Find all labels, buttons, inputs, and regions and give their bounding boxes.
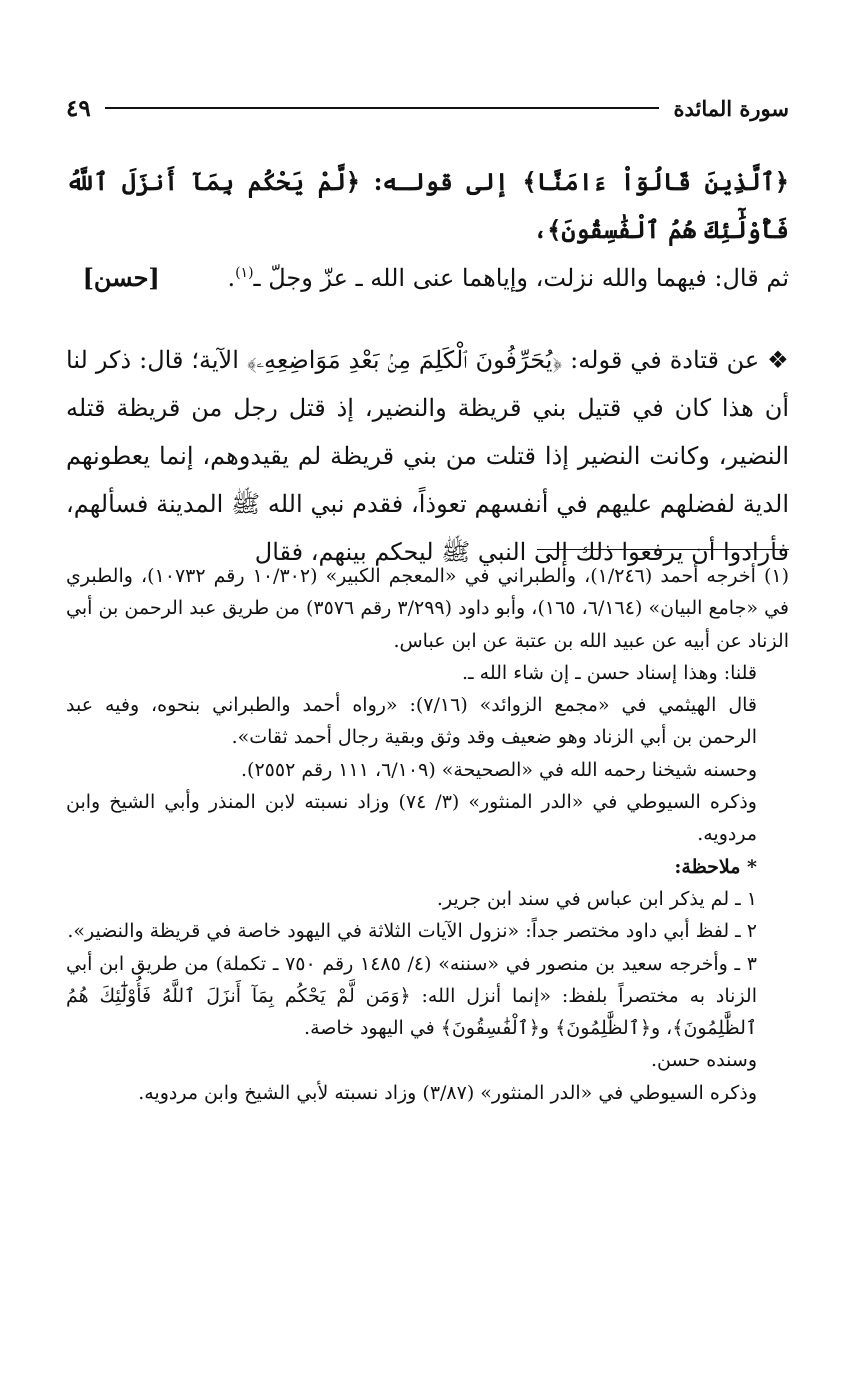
header-rule bbox=[105, 107, 660, 109]
hadith-grade: [حسن] bbox=[82, 263, 160, 292]
paragraph-1-line-1: ﴿ٱلَّذِينَ قَالُوٓاْ ءَامَنَّا﴾ إلى قولـه: ﴿لَّمْ يَحْكُم بِمَآ أَنزَلَ ٱللَّهُ فَأُوْلَٰٓئِكَ هُمُ ٱلْفَٰسِقُونَ﴾، bbox=[66, 167, 789, 244]
footnote-note: قلنا: وهذا إسناد حسن ـ إن شاء الله ـ. bbox=[462, 661, 757, 684]
running-header bbox=[66, 88, 789, 128]
page-number: ٤٩ bbox=[66, 94, 91, 122]
footnote-note: وسنده حسن. bbox=[651, 1049, 757, 1072]
footnote-remark-heading: * ملاحظة: bbox=[674, 855, 757, 878]
paragraph-1: ﴿ٱلَّذِينَ قَالُوٓاْ ءَامَنَّا﴾ إلى قولـه: ﴿لَّمْ يَحْكُم بِمَآ أَنزَلَ ٱللَّهُ فَأُوْلَٰٓئِكَ هُمُ ٱلْفَٰسِقُونَ﴾، ثم قال: فيهما والله نزلت، وإياهما عنى الله ـ عزّ وجلّ ـ$^{(١)}$. [حسن] bbox=[66, 167, 789, 292]
footnote-remark-item: ٣ ـ وأخرجه سعيد بن منصور في «سننه» (٤/ ١٤٨٥ رقم ٧٥٠ ـ تكملة) من طريق ابن أبي الزناد به مختصراً بلفظ: «إنما أنزل الله: ﴿وَمَن لَّمْ يَحْكُم بِمَآ أَنزَلَ ٱللَّهُ فَأُوْلَٰٓئِكَ هُمُ ٱلظَّٰلِمُونَ﴾، و﴿ٱلظَّٰلِمُونَ﴾ و﴿ٱلْفَٰسِقُونَ﴾ في اليهود خاصة. bbox=[66, 952, 757, 1040]
footnote-reference[interactable]: (١) bbox=[235, 265, 254, 281]
footnote-note: قال الهيثمي في «مجمع الزوائد» (٧/١٦): «رواه أحمد والطبراني بنحوه، وفيه عبد الرحمن بن أبي الزناد وهو ضعيف وقد وثق وبقية رجال أحمد ثقات». bbox=[66, 694, 757, 749]
footnote-remark-item: ٢ ـ لفظ أبي داود مختصر جداً: «نزول الآيات الثلاثة في اليهود خاصة في قريظة والنضير». bbox=[67, 920, 757, 943]
paragraph-2-text: عن قتادة في قوله: ﴿يُحَرِّفُونَ ٱلْكَلِمَ مِنۢ بَعْدِ مَوَاضِعِهِۦ﴾ الآية؛ قال: ذكر لنا أن هذا كان في قتيل بني قريظة والنضير، إذ قتل رجل من قريظة قتله النضير، وكانت النضير إذا قتلت من بني قريظة لم يقيدوهم، إنما يعطونهم الدية لفضلهم عليهم في أنفسهم تعوذاً، فقدم نبي الله ﷺ المدينة فسألهم، فأرادوا أن يرفعوا ذلك إلى النبي ﷺ ليحكم بينهم، فقال bbox=[66, 346, 790, 566]
footnote-separator bbox=[537, 549, 789, 550]
footnote-note: وذكره السيوطي في «الدر المنثور» (٣/٨٧) وزاد نسبته لأبي الشيخ وابن مردويه. bbox=[138, 1081, 757, 1104]
footnote-remark-item: ١ ـ لم يذكر ابن عباس في سند ابن جرير. bbox=[436, 887, 757, 910]
paragraph-1-line-2: ثم قال: فيهما والله نزلت، وإياهما عنى الله ـ عزّ وجلّ ـ bbox=[253, 264, 789, 292]
main-text bbox=[66, 158, 789, 576]
paragraph-2 bbox=[66, 336, 789, 576]
footnotes bbox=[66, 560, 789, 1109]
footnote-note: وذكره السيوطي في «الدر المنثور» (٣/ ٧٤) وزاد نسبته لابن المنذر وأبي الشيخ وابن مردويه. bbox=[66, 791, 757, 846]
footnote-1: (١) أخرجه أحمد (١/٢٤٦)، والطبراني في «المعجم الكبير» (١٠/٣٠٢ رقم ١٠٧٣٢)، والطبري في «جامع البيان» (٦/١٦٤، ١٦٥)، وأبو داود (٣/٢٩٩ رقم ٣٥٧٦) من طريق عبد الرحمن بن أبي الزناد عن أبيه عن عبيد الله بن عتبة عن ابن عباس. bbox=[66, 565, 789, 652]
ornament-bullet-icon: ❖ bbox=[767, 346, 789, 374]
footnote-note: وحسنه شيخنا رحمه الله في «الصحيحة» (٦/١٠٩، ١١١ رقم ٢٥٥٢). bbox=[241, 758, 757, 781]
surah-title: سورة المائدة bbox=[673, 95, 789, 121]
